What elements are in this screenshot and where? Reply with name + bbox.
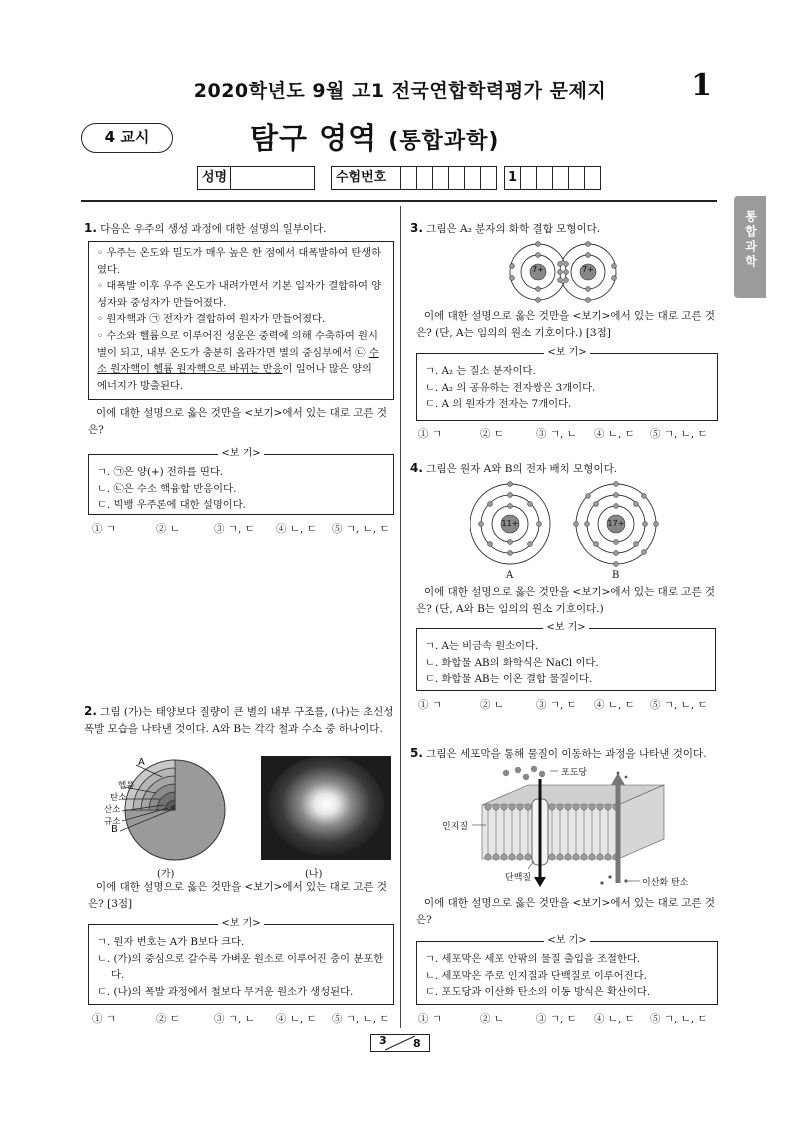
q5-bogi-label: <보 기> [544,935,589,946]
column-divider [400,206,401,1028]
q2-choice-2[interactable]: ② ㄷ [156,1013,180,1025]
name-field[interactable] [230,166,315,190]
q4-stem-text: 그림은 원자 A와 B의 전자 배치 모형이다. [426,463,618,475]
q2-choice-3[interactable]: ③ ㄱ, ㄴ [214,1013,255,1025]
pointer-protein [528,861,534,869]
q1-item-4-underlined: 수소 원자핵이 헬륨 원자핵으로 바뀌는 반응 [97,346,379,376]
q3-choice-4[interactable]: ④ ㄴ, ㄷ [594,428,635,440]
q1-prompt: 이에 대한 설명으로 옳은 것만을 <보기>에서 있는 대로 고른 것은? [88,407,388,436]
q2-label-a: A [138,757,145,768]
header-rule [81,200,717,202]
exam-number-box[interactable] [520,166,537,190]
q1-passage-box [88,241,394,400]
period-badge: 4 교시 [81,123,173,153]
q4-choice-5[interactable]: ⑤ ㄱ, ㄴ, ㄷ [650,699,708,711]
layer-label-silicon: 규소 [104,817,121,827]
q5-stem-text: 그림은 세포막을 통해 물질이 이동하는 과정을 나타낸 것이다. [426,748,707,760]
q4-stem [410,460,720,478]
q1-bogi-3: ㄷ. 빅뱅 우주론에 대한 설명이다. [97,499,246,512]
q3-bogi-2: ㄴ. A₂ 의 공유하는 전자쌍은 3개이다. [425,381,596,394]
exam-number-box[interactable] [568,166,585,190]
student-info-row [197,166,607,190]
subject-sub: (통합과학) [388,129,500,154]
q2-supernova-image [261,756,391,860]
q3-bogi-1: ㄱ. A₂ 는 질소 분자이다. [425,365,536,377]
exam-number-box[interactable] [464,166,481,190]
q3-stem [410,220,720,238]
q4-choice-2[interactable]: ② ㄴ [480,699,504,711]
q5-choices [418,1011,718,1026]
electrons [510,242,617,303]
q1-item-4-a: ◦ 수소와 헬륨으로 이루어진 성운은 중력에 의해 수축하여 원시별이 되고, 내부 온도가 충분히 올라가면 별의 중심부에서 ㉡ [97,329,378,359]
phospholipid-heads-top [485,804,619,810]
q2-bogi-box [88,918,394,1005]
q1-item-4-b: 이 일어나 많은 양의 에너지가 방출된다. [97,363,372,392]
q4-choices [418,697,718,712]
q1-choice-1[interactable]: ① ㄱ [92,523,116,535]
q2-choice-1[interactable]: ① ㄱ [92,1013,116,1025]
q2-caption-b: (나) [305,869,323,880]
q1-item-4 [97,328,385,394]
q4-nucleus-label-a: 11+ [501,519,519,528]
q5-label-lipid: 인지질 [442,822,469,832]
q4-nucleus-label-b: 17+ [607,519,625,528]
exam-number-box[interactable] [480,166,497,190]
q4-bogi-1: ㄱ. A는 비금속 원소이다. [425,640,539,652]
q3-bogi-box [416,347,718,421]
q1-bogi-box [88,448,394,515]
q3-bogi-label: <보 기> [544,347,589,358]
q5-choice-5[interactable]: ⑤ ㄱ, ㄴ, ㄷ [650,1013,708,1025]
q1-choice-3[interactable]: ③ ㄱ, ㄷ [214,523,255,535]
exam-number-box[interactable] [416,166,433,190]
layer-label-oxygen: 산소 [104,805,121,815]
q4-bogi-2: ㄴ. 화합물 AB의 화학식은 NaCl 이다. [425,656,599,669]
q2-bogi-2: ㄴ. (가)의 중심으로 갈수록 가벼운 원소로 이루어진 층이 분포한다. [97,952,384,982]
q2-choice-5[interactable]: ⑤ ㄱ, ㄴ, ㄷ [332,1013,390,1025]
q2-stem [84,703,394,738]
q4-label-b: B [612,570,620,581]
exam-number-box[interactable] [536,166,553,190]
q5-label-co2: 이산화 탄소 [642,878,689,888]
q2-prompt: 이에 대한 설명으로 옳은 것만을 <보기>에서 있는 대로 고른 것은? [3점] [88,881,388,910]
q1-stem [84,220,394,238]
q3-choice-5[interactable]: ⑤ ㄱ, ㄴ, ㄷ [650,428,708,440]
q5-bogi-box [416,935,718,1005]
exam-number-box[interactable] [448,166,465,190]
q3-bogi-3: ㄷ. A 의 원자가 전자는 7개이다. [425,398,572,411]
exam-title: 2020학년도 9월 고1 전국연합학력평가 문제지 [193,80,607,102]
glucose-arrow-head [534,877,546,887]
q1-stem-text: 다음은 우주의 생성 과정에 대한 설명의 일부이다. [100,223,327,235]
q4-label-a: A [506,570,514,581]
q2-number: 2. [84,704,97,718]
q5-prompt: 이에 대한 설명으로 옳은 것만을 <보기>에서 있는 대로 고른 것은? [416,897,716,926]
q1-item-2: ◦ 대폭발 이후 우주 온도가 내려가면서 기본 입자가 결합하여 양성자와 중성자가 만들어졌다. [97,280,382,309]
q5-choice-4[interactable]: ④ ㄴ, ㄷ [594,1013,635,1025]
footer-total-pages: 8 [413,1037,421,1050]
q4-number: 4. [410,461,423,475]
q5-choice-2[interactable]: ② ㄴ [480,1013,504,1025]
exam-number-box[interactable] [584,166,601,190]
q3-prompt: 이에 대한 설명으로 옳은 것만을 <보기>에서 있는 대로 고른 것은? (단, A는 임의의 원소 기호이다.) [3점] [416,310,716,339]
subject-main: 탐구 영역 [250,121,378,155]
exam-number-digit: 1 [504,166,521,190]
q2-bogi-label: <보 기> [218,918,263,929]
exam-number-box[interactable] [400,166,417,190]
q1-choice-5[interactable]: ⑤ ㄱ, ㄴ, ㄷ [332,523,390,535]
q5-bogi-3: ㄷ. 포도당과 이산화 탄소의 이동 방식은 확산이다. [425,986,651,999]
side-subject-tab [734,196,766,298]
q1-choice-2[interactable]: ② ㄴ [156,523,180,535]
membrane-front [482,805,618,859]
q2-bogi-1: ㄱ. 원자 번호는 A가 B보다 크다. [97,936,245,948]
layer-label-carbon: 탄소 [110,793,127,803]
q2-layer-labels [104,780,134,828]
exam-number-label: 수험번호 [331,166,401,190]
subject-title [250,116,499,157]
q1-bogi-label: <보 기> [218,448,263,459]
exam-number-box[interactable] [432,166,449,190]
q2-label-b: B [111,824,118,835]
q5-bogi-2: ㄴ. 세포막은 주로 인지질과 단백질로 이루어진다. [425,969,647,982]
q5-stem [410,745,720,763]
q3-nucleus-label-2: 7+ [582,265,594,274]
q4-choice-4[interactable]: ④ ㄴ, ㄷ [594,699,635,711]
q3-choice-2[interactable]: ② ㄷ [480,428,504,440]
q2-bogi-3: ㄷ. (나)의 폭발 과정에서 철보다 무거운 원소가 생성된다. [97,985,354,998]
q2-caption-a: (가) [157,869,175,880]
q5-choice-1[interactable]: ① ㄱ [418,1013,442,1025]
q4-choice-1[interactable]: ① ㄱ [418,699,442,711]
q5-bogi-1: ㄱ. 세포막은 세포 안팎의 물질 출입을 조절한다. [425,953,641,965]
q5-number: 5. [410,746,423,760]
q3-choice-3[interactable]: ③ ㄱ, ㄴ [536,428,577,440]
q4-bogi-3: ㄷ. 화합물 AB는 이온 결합 물질이다. [425,673,593,686]
q1-choices [92,521,394,536]
q1-item-3: ◦ 원자핵과 ㉠ 전자가 결합하여 원자가 만들어졌다. [97,313,326,326]
q3-choice-1[interactable]: ① ㄱ [418,428,442,440]
q1-number: 1. [84,221,97,235]
supernova-glow [268,756,384,856]
page-number: 1 [691,68,712,103]
footer-page-indicator [370,1034,430,1052]
layer-label-helium: 헬륨 [118,781,135,791]
q3-stem-text: 그림은 A₂ 분자의 화학 결합 모형이다. [426,223,601,235]
name-label: 성명 [197,166,231,190]
co2-arrow-head [611,773,625,785]
q1-choice-4[interactable]: ④ ㄴ, ㄷ [276,523,317,535]
q5-label-glucose: 포도당 [561,768,588,778]
exam-number-box[interactable] [552,166,569,190]
q4-prompt: 이에 대한 설명으로 옳은 것만을 <보기>에서 있는 대로 고른 것은? (단, A와 B는 임의의 원소 기호이다.) [416,586,716,615]
q4-bogi-label: <보 기> [543,622,588,633]
q3-a2-bond-model [498,240,628,304]
q1-bogi-2: ㄴ. ㉡은 수소 핵융합 반응이다. [97,482,237,495]
q3-number: 3. [410,221,423,235]
q2-choice-4[interactable]: ④ ㄴ, ㄷ [276,1013,317,1025]
q3-choices [418,426,718,441]
phospholipid-heads-bottom [485,854,619,860]
q5-choice-3[interactable]: ③ ㄱ, ㄷ [536,1013,577,1025]
q4-bogi-box [416,622,716,691]
side-tab-text: 통합과학 [743,210,758,270]
q2-choices [92,1011,394,1026]
q1-bogi-1: ㄱ. ㉠은 양(+) 전하를 띤다. [97,466,224,478]
glucose-molecules [503,766,545,780]
q2-stem-text: 그림 (가)는 태양보다 질량이 큰 별의 내부 구조를, (나)는 초신성 폭발 모습을 나타낸 것이다. A와 B는 각각 철과 수소 중 하나이다. [84,706,394,735]
q5-cell-membrane-diagram [468,765,678,889]
q3-nucleus-label-1: 7+ [532,265,544,274]
q1-item-1: ◦ 우주는 온도와 밀도가 매우 높은 한 점에서 대폭발하여 탄생하였다. [97,247,382,276]
q5-label-protein: 단백질 [505,873,532,883]
footer-current-page: 3 [379,1034,387,1047]
q4-choice-3[interactable]: ③ ㄱ, ㄷ [536,699,577,711]
